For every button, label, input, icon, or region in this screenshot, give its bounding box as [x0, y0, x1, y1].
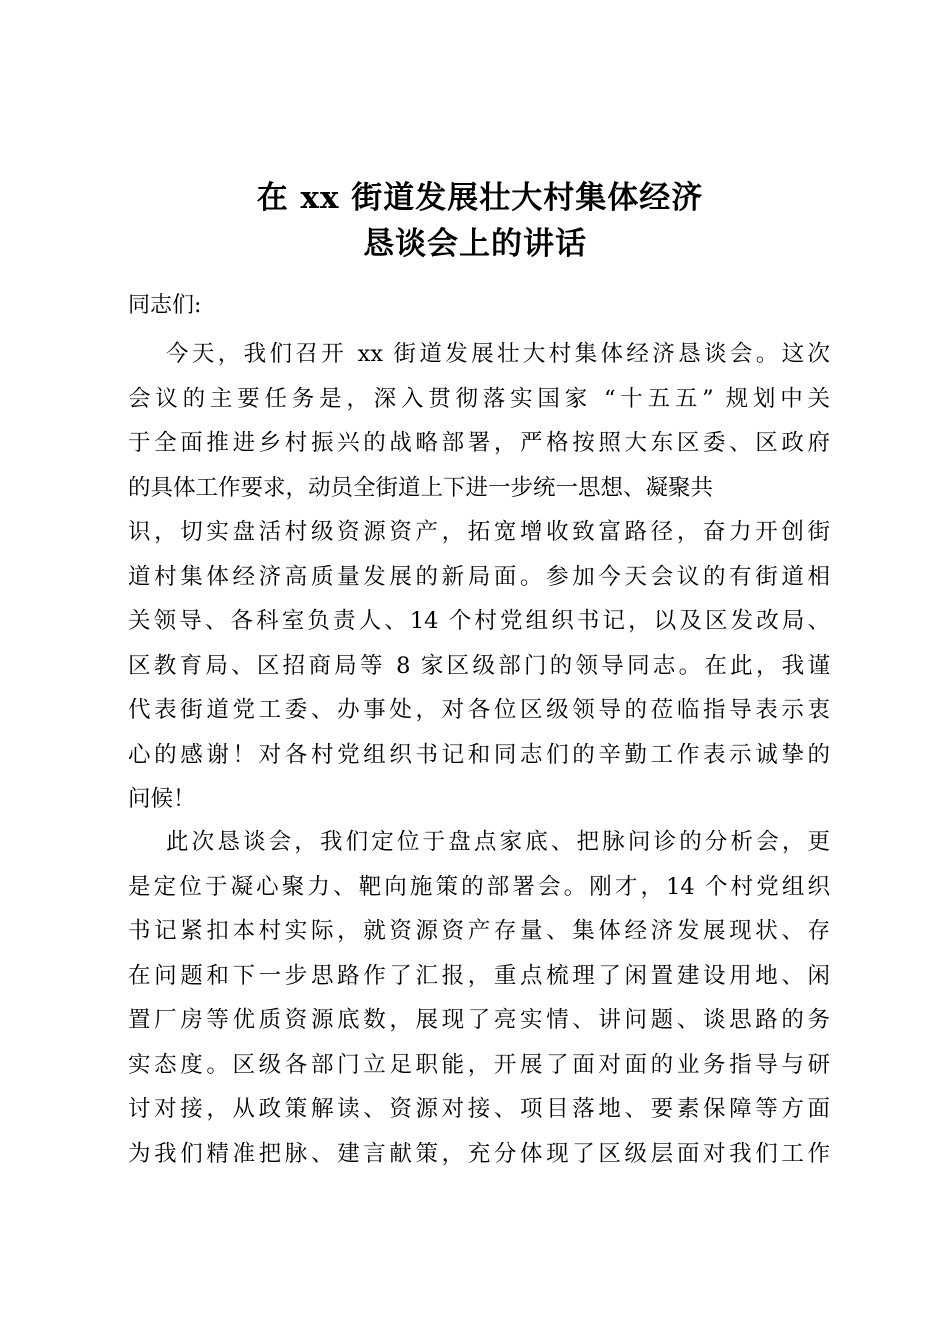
text-line: 问候！: [128, 786, 196, 812]
paragraph-2: [128, 820, 830, 1176]
text-line: 心的感谢！对各村党组织书记和同志们的辛勤工作表示诚挚的: [128, 741, 830, 768]
text-line: 此次恳谈会，我们定位于盘点家底、把脉问诊的分析会，更: [166, 829, 830, 855]
text-line: 在问题和下一步思路作了汇报，重点梳理了闲置建设用地、闲: [128, 962, 830, 989]
text-line: 是定位于凝心聚力、靶向施策的部署会。刚才，14 个村党组织: [128, 873, 830, 900]
text-line: 的具体工作要求，动员全街道上下进一步统一思想、凝聚共: [128, 474, 714, 501]
text-line: 今天，我们召开 xx 街道发展壮大村集体经济恳谈会。这次: [166, 341, 830, 367]
text-line: 讨对接，从政策解读、资源对接、项目落地、要素保障等方面: [128, 1096, 830, 1122]
text-line: 区教育局、区招商局等 8 家区级部门的领导同志。在此，我谨: [128, 652, 830, 679]
text-line: 实态度。区级各部门立足职能，开展了面对面的业务指导与研: [128, 1051, 830, 1078]
text-line: 书记紧扣本村实际，就资源资产存量、集体经济发展现状、存: [128, 918, 830, 944]
text-line: 为我们精准把脉、建言献策，充分体现了区级层面对我们工作: [128, 1140, 830, 1167]
text-line: 会议的主要任务是，深入贯彻落实国家 “十五五” 规划中关: [128, 385, 830, 412]
text-line: 置厂房等优质资源底数，展现了亮实情、讲问题、谈思路的务: [128, 1007, 830, 1033]
text-line: 于全面推进乡村振兴的战略部署，严格按照大东区委、区政府: [128, 430, 830, 456]
title-line-1: 在 xx 街道发展壮大村集体经济: [256, 180, 704, 216]
text-line: 识，切实盘活村级资源资产，拓宽增收致富路径，奋力开创街: [128, 519, 830, 545]
text-line: 道村集体经济高质量发展的新局面。参加今天会议的有街道相: [128, 563, 830, 590]
salutation: 同志们:: [128, 293, 202, 318]
text-line: 代表街道党工委、办事处，对各位区级领导的莅临指导表示衷: [128, 697, 830, 723]
title-line-2: 恳谈会上的讲话: [363, 226, 587, 262]
text-line: 关领导、各科室负责人、14 个村党组织书记，以及区发改局、: [128, 608, 830, 634]
paragraph-1: [128, 332, 830, 822]
